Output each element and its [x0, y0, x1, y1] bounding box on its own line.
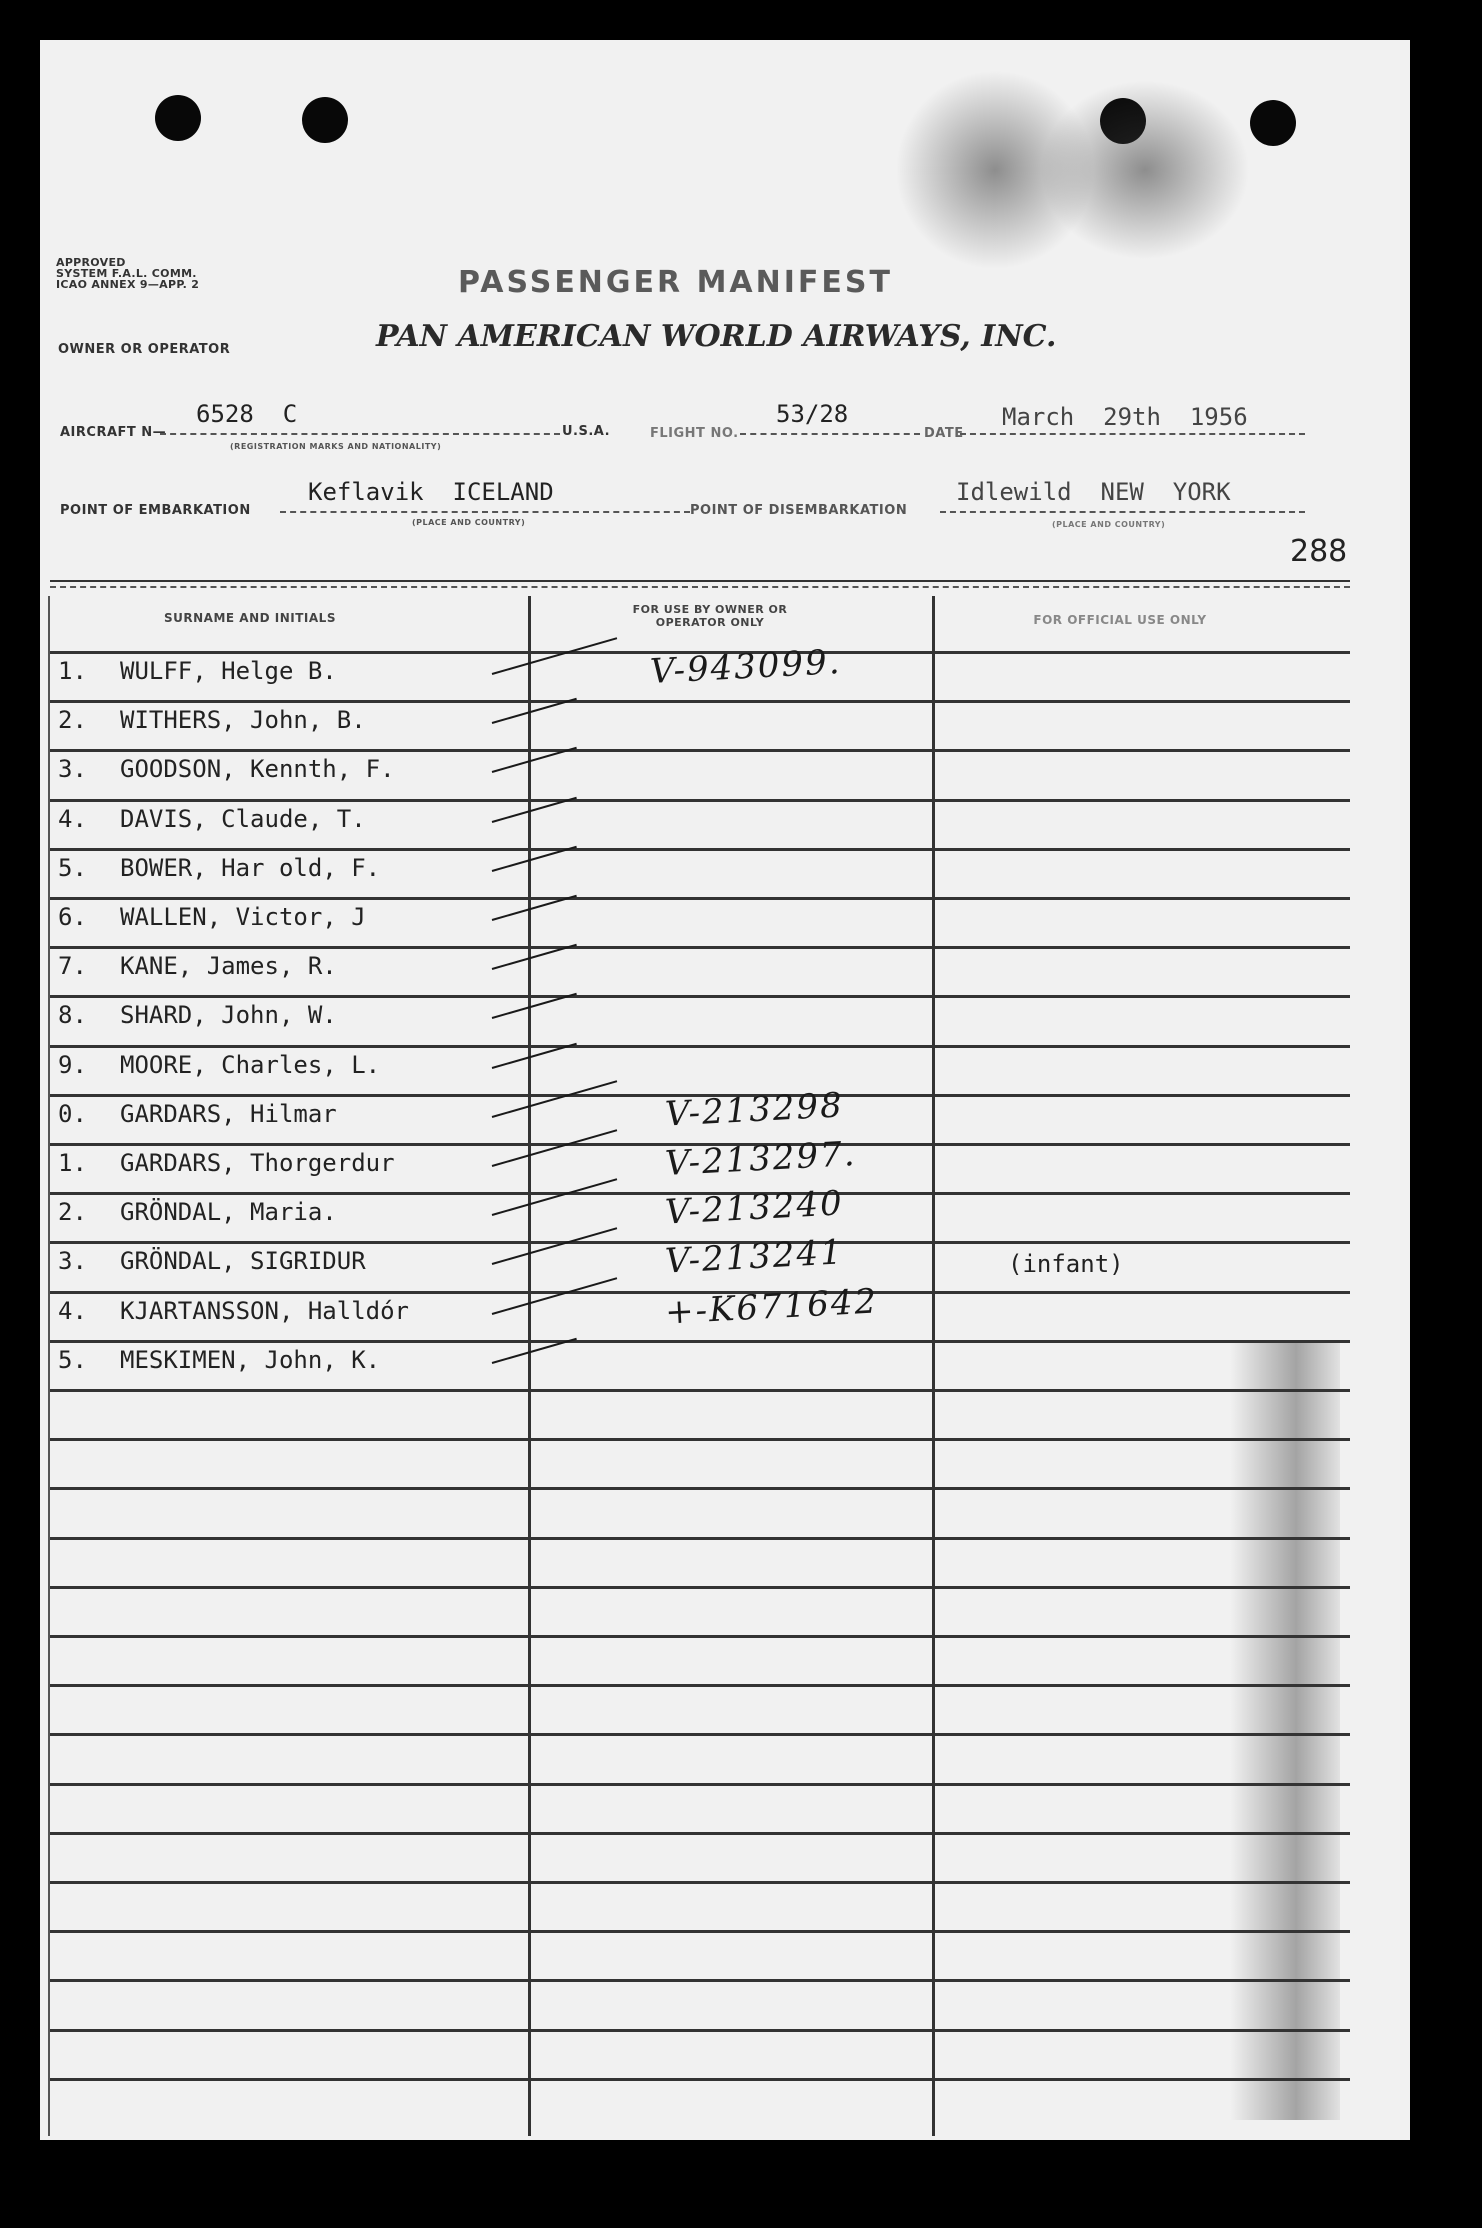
row-number: 5. — [58, 1346, 87, 1374]
passenger-row — [58, 1100, 518, 1140]
date-underline — [960, 433, 1305, 435]
row-line — [50, 1930, 1350, 1933]
row-number: 5. — [58, 854, 87, 882]
visa-number: V-213241 — [664, 1232, 845, 1282]
row-number: 4. — [58, 1297, 87, 1325]
header-rule — [50, 580, 1350, 582]
passenger-name: GARDARS, Thorgerdur — [120, 1149, 395, 1177]
passenger-row — [58, 1149, 518, 1189]
row-number: 6. — [58, 903, 87, 931]
punch-hole — [155, 95, 201, 141]
row-line — [50, 1340, 1350, 1343]
row-line — [50, 2029, 1350, 2032]
row-line — [50, 1389, 1350, 1392]
passenger-row — [58, 1247, 518, 1287]
page-number: 288 — [1290, 534, 1348, 569]
passenger-row — [58, 706, 518, 746]
passenger-name: GOODSON, Kennth, F. — [120, 755, 395, 783]
passenger-row — [58, 805, 518, 845]
aircraft-note: (REGISTRATION MARKS AND NATIONALITY) — [230, 442, 442, 451]
passenger-name: MOORE, Charles, L. — [120, 1051, 381, 1079]
passenger-row — [58, 1346, 518, 1386]
passenger-name: SHARD, John, W. — [120, 1001, 337, 1029]
row-line — [50, 1586, 1350, 1589]
column-divider — [932, 596, 935, 2136]
row-line — [50, 1783, 1350, 1786]
passenger-name: KJARTANSSON, Halldór — [120, 1297, 409, 1325]
visa-number: +-K671642 — [664, 1281, 880, 1333]
embarkation-label: POINT OF EMBARKATION — [60, 503, 251, 518]
col-header-owner: FOR USE BY OWNER OR OPERATOR ONLY — [632, 603, 788, 629]
row-number: 1. — [58, 657, 87, 685]
row-line — [50, 897, 1350, 900]
row-number: 7. — [58, 952, 87, 980]
passenger-row — [58, 657, 518, 697]
header-rule-dashed — [50, 586, 1350, 588]
passenger-name: GRÖNDAL, SIGRIDUR — [120, 1247, 366, 1275]
aircraft-label: AIRCRAFT N— — [60, 425, 167, 440]
column-divider — [48, 596, 50, 2136]
row-line — [50, 1487, 1350, 1490]
passenger-name: BOWER, Har old, F. — [120, 854, 381, 882]
owner-label: OWNER OR OPERATOR — [58, 342, 231, 357]
row-number: 3. — [58, 755, 87, 783]
row-number: 4. — [58, 805, 87, 833]
airline-name: PAN AMERICAN WORLD AIRWAYS, INC. — [376, 319, 1057, 354]
embarkation-underline — [280, 511, 690, 513]
row-line — [50, 1832, 1350, 1835]
row-number: 8. — [58, 1001, 87, 1029]
row-line — [50, 799, 1350, 802]
punch-hole — [1250, 100, 1296, 146]
disembarkation-label: POINT OF DISEMBARKATION — [690, 503, 908, 518]
visa-number: V-943099. — [649, 642, 843, 692]
passenger-name: DAVIS, Claude, T. — [120, 805, 366, 833]
official-note: (infant) — [1008, 1250, 1124, 1278]
approval-note: APPROVED SYSTEM F.A.L. COMM. ICAO ANNEX 9—APP. 2 — [56, 256, 200, 291]
row-line — [50, 1733, 1350, 1736]
embarkation-note: (PLACE AND COUNTRY) — [412, 518, 526, 527]
usa-label: U.S.A. — [562, 424, 611, 439]
embarkation-value: Keflavik ICELAND — [308, 478, 554, 506]
row-line — [50, 946, 1350, 949]
row-number: 2. — [58, 706, 87, 734]
row-number: 1. — [58, 1149, 87, 1177]
visa-number: V-213240 — [664, 1183, 845, 1233]
passenger-name: WALLEN, Victor, J — [120, 903, 366, 931]
disembarkation-underline — [940, 511, 1305, 513]
row-line — [50, 1438, 1350, 1441]
aircraft-value: 6528 C — [196, 400, 298, 428]
passenger-row — [58, 755, 518, 795]
row-line — [50, 1045, 1350, 1048]
disembarkation-note: (PLACE AND COUNTRY) — [1052, 520, 1166, 529]
passenger-row — [58, 1051, 518, 1091]
row-number: 0. — [58, 1100, 87, 1128]
passenger-name: WULFF, Helge B. — [120, 657, 337, 685]
row-number: 9. — [58, 1051, 87, 1079]
visa-number: V-213297. — [664, 1134, 858, 1184]
flight-underline — [740, 433, 920, 435]
ink-smudge — [1230, 1340, 1340, 2120]
row-line — [50, 1635, 1350, 1638]
visa-number: V-213298 — [664, 1085, 845, 1135]
row-line — [50, 2078, 1350, 2081]
passenger-name: WITHERS, John, B. — [120, 706, 366, 734]
passenger-name: KANE, James, R. — [120, 952, 337, 980]
col-header-official: FOR OFFICIAL USE ONLY — [1033, 613, 1207, 627]
passenger-row — [58, 1297, 518, 1337]
row-line — [50, 1537, 1350, 1540]
disembarkation-value: Idlewild NEW YORK — [956, 478, 1231, 506]
flight-value: 53/28 — [776, 400, 849, 428]
passenger-row — [58, 952, 518, 992]
passenger-name: MESKIMEN, John, K. — [120, 1346, 381, 1374]
punch-hole — [302, 97, 348, 143]
passenger-row — [58, 854, 518, 894]
row-line — [50, 700, 1350, 703]
aircraft-underline — [160, 433, 560, 435]
row-line — [50, 995, 1350, 998]
passenger-name: GRÖNDAL, Maria. — [120, 1198, 337, 1226]
row-number: 3. — [58, 1247, 87, 1275]
row-line — [50, 1881, 1350, 1884]
row-line — [50, 1684, 1350, 1687]
passenger-row — [58, 903, 518, 943]
row-number: 2. — [58, 1198, 87, 1226]
row-line — [50, 848, 1350, 851]
ink-smudge — [1040, 80, 1250, 260]
manifest-sheet — [40, 40, 1410, 2140]
row-line — [50, 1979, 1350, 1982]
passenger-name: GARDARS, Hilmar — [120, 1100, 337, 1128]
flight-label: FLIGHT NO. — [650, 426, 739, 441]
passenger-row — [58, 1198, 518, 1238]
passenger-row — [58, 1001, 518, 1041]
date-value: March 29th 1956 — [1002, 403, 1248, 431]
column-divider — [528, 596, 531, 2136]
col-header-name: SURNAME AND INITIALS — [164, 611, 336, 625]
date-label: DATE — [924, 426, 964, 441]
row-line — [50, 749, 1350, 752]
page-title: PASSENGER MANIFEST — [458, 265, 893, 300]
